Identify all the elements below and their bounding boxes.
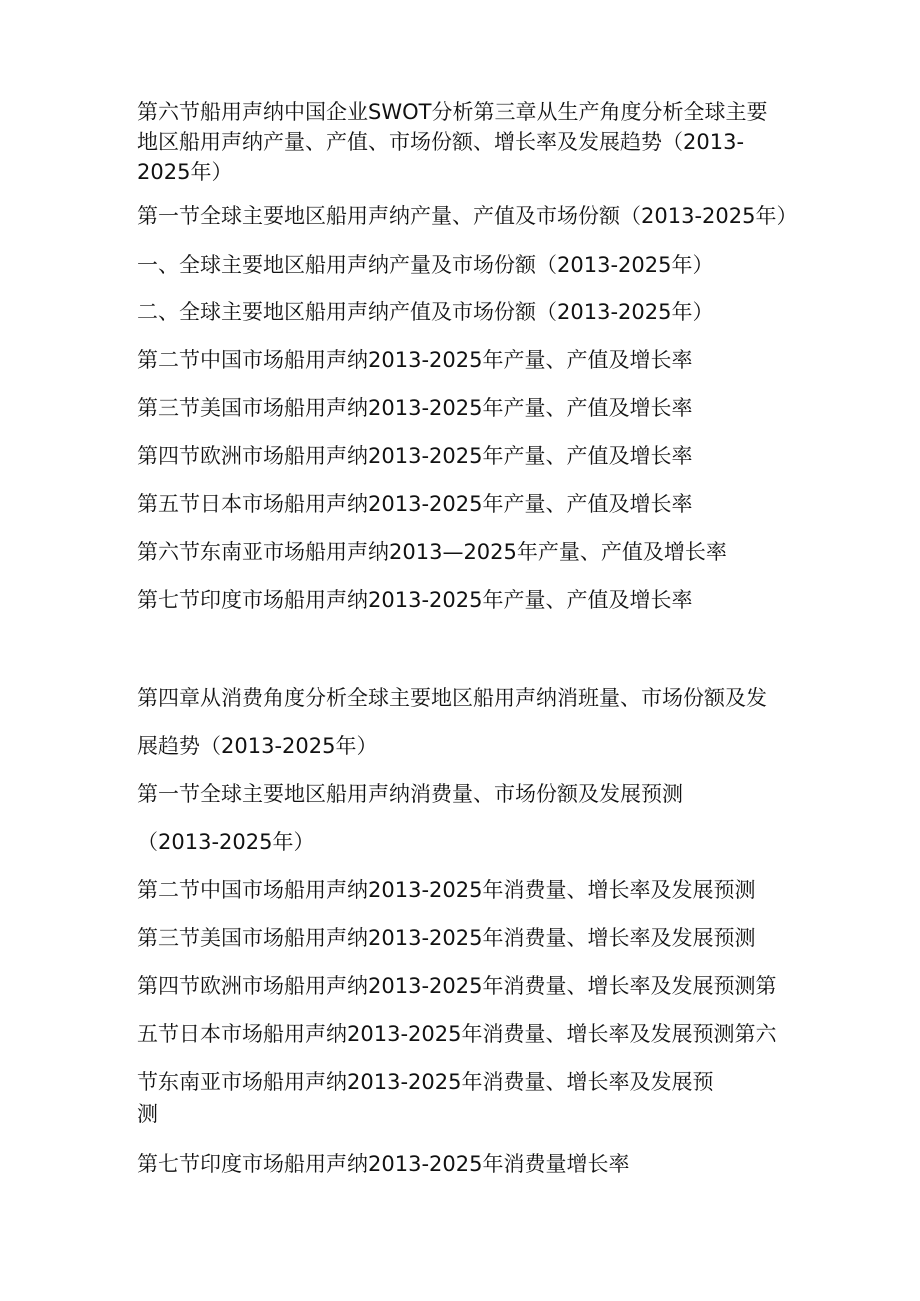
toc-line: 第七节印度市场船用声纳2013-2025年产量、产值及增长率 — [137, 588, 693, 612]
chapter-heading: 展趋势（2013-2025年） — [137, 734, 378, 758]
toc-line: 第六节东南亚市场船用声纳2013—2025年产量、产值及增长率 — [137, 540, 727, 564]
toc-line: 测 — [137, 1102, 158, 1126]
toc-line: 一、全球主要地区船用声纳产量及市场份额（2013-2025年） — [137, 253, 714, 277]
toc-line: 第五节日本市场船用声纳2013-2025年产量、产值及增长率 — [137, 492, 693, 516]
toc-line: （2013-2025年） — [137, 830, 315, 854]
toc-line: 二、全球主要地区船用声纳产值及市场份额（2013-2025年） — [137, 300, 714, 324]
toc-line: 第二节中国市场船用声纳2013-2025年产量、产值及增长率 — [137, 348, 693, 372]
toc-line: 节东南亚市场船用声纳2013-2025年消费量、增长率及发展预 — [137, 1070, 714, 1094]
toc-line: 第六节船用声纳中国企业SWOT分析第三章从生产角度分析全球主要 — [137, 100, 768, 124]
toc-line: 第四节欧洲市场船用声纳2013-2025年消费量、增长率及发展预测第 — [137, 974, 777, 998]
toc-line: 第四节欧洲市场船用声纳2013-2025年产量、产值及增长率 — [137, 444, 693, 468]
toc-line: 地区船用声纳产量、产值、市场份额、增长率及发展趋势（2013- — [137, 130, 745, 154]
toc-line: 第一节全球主要地区船用声纳产量、产值及市场份额（2013-2025年） — [137, 204, 798, 228]
toc-line: 第二节中国市场船用声纳2013-2025年消费量、增长率及发展预测 — [137, 878, 756, 902]
toc-line: 第一节全球主要地区船用声纳消费量、市场份额及发展预测 — [137, 782, 683, 806]
toc-line: 第三节美国市场船用声纳2013-2025年产量、产值及增长率 — [137, 396, 693, 420]
chapter-heading: 第四章从消费角度分析全球主要地区船用声纳消班量、市场份额及发 — [137, 686, 767, 710]
toc-line: 2025年） — [137, 160, 233, 184]
toc-line: 第七节印度市场船用声纳2013-2025年消费量增长率 — [137, 1152, 630, 1176]
toc-line: 第三节美国市场船用声纳2013-2025年消费量、增长率及发展预测 — [137, 926, 756, 950]
toc-line: 五节日本市场船用声纳2013-2025年消费量、增长率及发展预测第六 — [137, 1022, 777, 1046]
